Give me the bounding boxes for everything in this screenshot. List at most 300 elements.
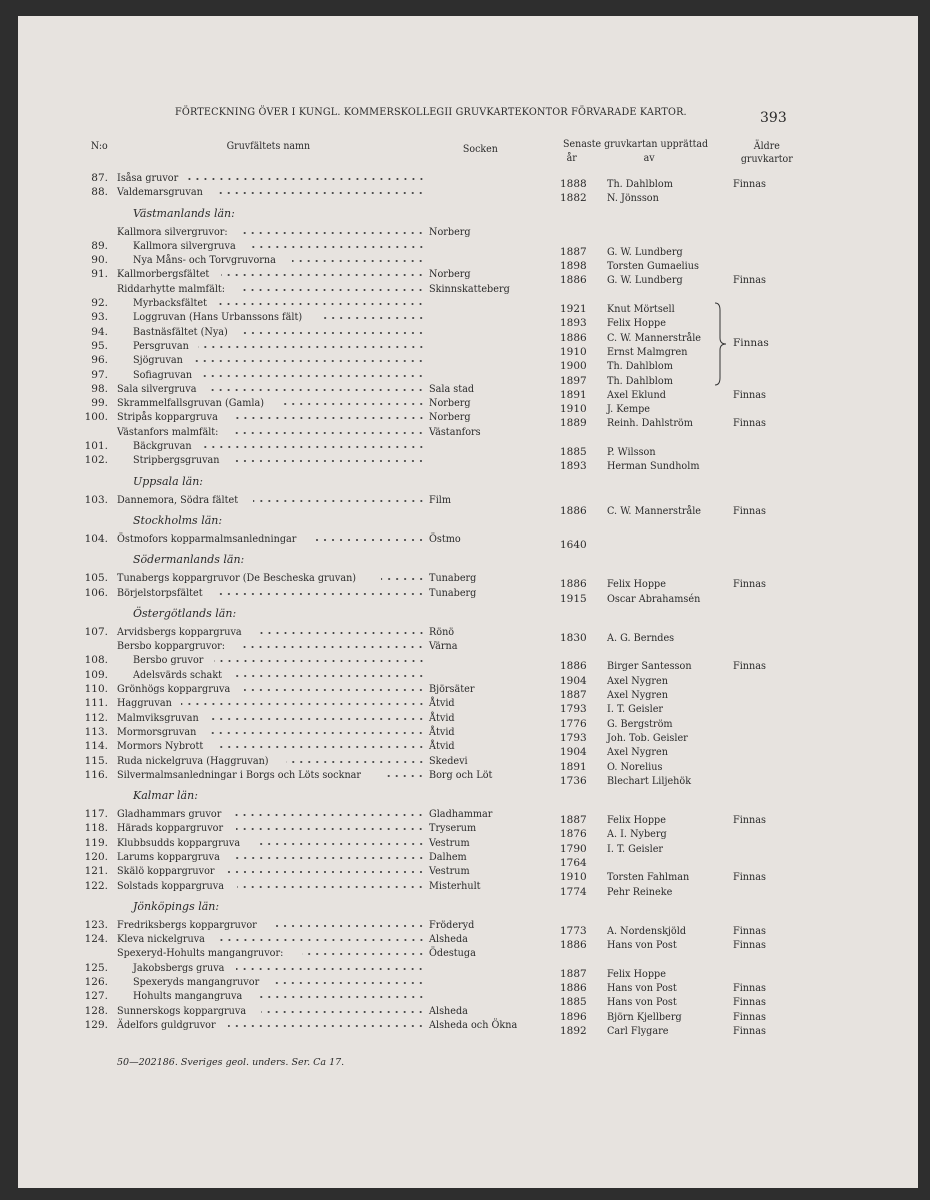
leader-dots: [316, 532, 425, 542]
leader-dots: [207, 725, 425, 735]
mine-name: Bäckgruvan: [133, 440, 192, 453]
surveyor: Joh. Tob. Geisler: [607, 731, 688, 744]
table-row: [0, 850, 930, 869]
surveyor: I. T. Geisler: [607, 842, 664, 855]
leader-dots: [240, 325, 425, 335]
row-number: 127.: [84, 990, 108, 1003]
mine-name-cell: [133, 668, 425, 682]
parish: Åtvid: [429, 725, 455, 738]
table-row: [0, 532, 930, 551]
map-year: 1885: [560, 446, 587, 459]
map-year: 1898: [560, 260, 587, 273]
row-number: 87.: [91, 172, 108, 184]
parish: Åtvid: [429, 697, 455, 710]
row-number: 120.: [84, 850, 108, 863]
section-heading: [0, 893, 930, 918]
parish: Skedevi: [429, 754, 468, 767]
parish: Västanfors: [429, 425, 481, 438]
row-number: 108.: [84, 654, 108, 667]
mine-name-cell: [133, 339, 425, 353]
row-number: 121.: [84, 865, 108, 878]
older-maps: Finnas: [733, 178, 766, 190]
surveyor: Axel Nygren: [607, 746, 668, 759]
leader-dots: [227, 864, 425, 874]
map-year: 1886: [560, 578, 587, 591]
row-number: 116.: [84, 768, 108, 781]
table-row: [0, 493, 930, 517]
section-heading-text: Kalmar län:: [133, 789, 198, 803]
leader-dots: [214, 653, 426, 663]
map-year: 1921: [560, 303, 587, 316]
map-year: 1640: [560, 538, 587, 551]
mine-list: [0, 171, 930, 1037]
table-row: [0, 1004, 930, 1023]
table-row: [0, 725, 930, 744]
mine-name-cell: [133, 239, 425, 253]
map-year: 1886: [560, 331, 587, 344]
mine-name: Nya Måns- och Torvgruvorna: [133, 254, 276, 267]
surveyor: G. Bergström: [607, 717, 673, 730]
table-row: [0, 453, 930, 473]
mine-name: Stripås koppargruva: [117, 411, 218, 424]
mine-name: Bersbo koppargruvor:: [117, 640, 226, 653]
map-year: 1886: [560, 274, 587, 287]
row-number: 96.: [91, 354, 108, 367]
map-year: 1887: [560, 814, 587, 827]
mine-name: Isåsa gruvor: [117, 172, 179, 184]
mine-name: Sunnerskogs koppargruva: [117, 1004, 247, 1017]
mine-name: Loggruvan (Hans Urbanssons fält): [133, 311, 303, 324]
table-row: [0, 282, 930, 296]
parish: Dalhem: [429, 850, 467, 863]
surveyor: C. W. Mannerstråle: [607, 331, 702, 344]
mine-name: Dannemora, Södra fältet: [117, 493, 239, 506]
map-year: 1896: [560, 1010, 587, 1023]
surveyor: Axel Nygren: [607, 674, 668, 687]
section-heading: [0, 782, 930, 807]
leader-dots: [188, 171, 425, 181]
section-heading-text: Västmanlands län:: [133, 206, 235, 220]
mine-name: Ruda nickelgruva (Haggruvan): [117, 754, 269, 767]
older-maps: Finnas: [733, 417, 766, 430]
map-year: 1904: [560, 674, 587, 687]
surveyor: C. W. Mannerstråle: [607, 504, 702, 517]
mine-name: Kallmora silvergruva: [133, 239, 236, 252]
row-number: 123.: [84, 918, 108, 931]
footer-note: 50—202186. Sveriges geol. unders. Ser. Ca 17.: [117, 1057, 345, 1068]
older-maps: Finnas: [733, 1024, 766, 1037]
mine-name: Stripbergsgruvan: [133, 454, 220, 467]
mine-name-cell: [117, 682, 425, 696]
row-number: 92.: [91, 297, 108, 310]
mine-name: Persgruvan: [133, 339, 189, 352]
mine-name: Spexeryds mangangruvor: [133, 976, 260, 989]
mine-name-cell: [117, 725, 425, 739]
row-number: 101.: [84, 440, 108, 453]
table-row: [0, 625, 930, 644]
row-number: 118.: [84, 822, 108, 835]
mine-name: Haggruvan: [117, 697, 172, 710]
map-year: 1736: [560, 774, 587, 787]
mine-name: Arvidsbergs koppargruva: [117, 625, 242, 638]
surveyor: Hans von Post: [607, 982, 677, 995]
surveyor: Torsten Gumaelius: [607, 260, 699, 273]
leader-dots: [237, 879, 425, 889]
table-row: [0, 768, 930, 787]
map-year: 1773: [560, 924, 587, 937]
older-maps: Finnas: [733, 1010, 766, 1023]
surveyor: Knut Mörtsell: [607, 303, 675, 316]
table-row: [0, 696, 930, 716]
table-row: [0, 239, 930, 258]
parish: Alsheda och Ökna: [429, 1018, 518, 1031]
col-header-senaste: Senaste gruvkartan upprättad: [563, 138, 709, 150]
mine-name-cell: [117, 836, 425, 850]
surveyor: P. Wilsson: [607, 446, 656, 459]
surveyor: N. Jönsson: [607, 192, 659, 205]
mine-name: Sala silvergruva: [117, 382, 197, 395]
row-number: 105.: [84, 572, 108, 585]
mine-name: Jakobsbergs gruva: [133, 961, 225, 974]
mine-name-cell: [133, 368, 425, 382]
leader-dots: [201, 368, 425, 378]
mine-name: Klubbsudds koppargruva: [117, 836, 241, 849]
older-maps: Finnas: [733, 871, 766, 884]
mine-name-cell: [117, 821, 425, 835]
row-number: 91.: [91, 268, 108, 281]
mine-name-cell: [117, 932, 425, 946]
mine-name-cell: [117, 754, 425, 768]
leader-dots: [281, 396, 425, 406]
leader-dots: [255, 836, 425, 846]
leader-dots: [217, 296, 425, 306]
surveyor: A. Nordenskjöld: [607, 924, 687, 937]
leader-dots: [214, 185, 425, 195]
older-maps: Finnas: [733, 996, 766, 1009]
leader-dots: [257, 625, 425, 635]
older-maps: Finnas: [733, 274, 766, 287]
mine-name-cell: [117, 946, 425, 960]
row-number: 106.: [84, 586, 108, 599]
surveyor: Herman Sundholm: [607, 460, 700, 473]
table-row: [0, 1018, 930, 1037]
mine-name-cell: [117, 1004, 425, 1018]
older-maps: Finnas: [733, 924, 766, 937]
mine-name: Valdemarsgruvan: [117, 186, 203, 199]
mine-name-cell: [117, 1018, 425, 1032]
surveyor: Hans von Post: [607, 996, 677, 1009]
map-year: 1774: [560, 885, 587, 898]
leader-dots: [321, 310, 425, 320]
map-year: 1893: [560, 460, 587, 473]
mine-name-cell: [117, 171, 425, 185]
surveyor: Reinh. Dahlström: [607, 417, 693, 430]
mine-name: Silvermalmsanledningar i Borgs och Löts socknar: [117, 768, 362, 781]
table-row: [0, 382, 930, 401]
section-heading-text: Stockholms län:: [133, 513, 223, 527]
mine-name-cell: [117, 493, 425, 507]
mine-name: Bersbo gruvor: [133, 654, 204, 667]
map-year: 1893: [560, 317, 587, 330]
section-heading: [0, 600, 930, 625]
leader-dots: [244, 682, 425, 692]
older-maps-group: Finnas: [733, 337, 769, 350]
mine-name: Gladhammars gruvor: [117, 808, 222, 821]
leader-dots: [201, 439, 425, 449]
map-year: 1887: [560, 245, 587, 258]
map-year: 1915: [560, 592, 587, 605]
row-number: 128.: [84, 1004, 108, 1017]
leader-dots: [234, 807, 425, 817]
map-year: 1910: [560, 345, 587, 358]
leader-dots: [231, 425, 425, 435]
mine-name-cell: [117, 850, 425, 864]
parish: Borg och Löt: [429, 768, 493, 781]
older-maps: Finnas: [733, 982, 766, 995]
col-header-aldre-line2: gruvkartor: [740, 153, 793, 165]
mine-name-cell: [117, 532, 425, 546]
row-number: 100.: [84, 411, 108, 424]
surveyor: Ernst Malmgren: [607, 345, 688, 358]
surveyor: Carl Flygare: [607, 1024, 669, 1037]
section-heading-text: Uppsala län:: [133, 474, 203, 488]
table-row: [0, 171, 930, 190]
col-header-no: N:o: [90, 140, 108, 152]
table-row: [0, 339, 930, 358]
col-header-socken: Socken: [462, 143, 498, 155]
parish: Värna: [429, 640, 458, 653]
leader-dots: [274, 975, 425, 985]
section-heading: [0, 546, 930, 571]
mine-name-cell: [117, 918, 425, 932]
parish: Film: [429, 493, 452, 506]
surveyor: J. Kempe: [607, 403, 651, 416]
table-row: [0, 864, 930, 884]
page-number: 393: [760, 110, 787, 126]
parish: Vestrum: [429, 836, 470, 849]
table-row: [0, 836, 930, 855]
surveyor: Oscar Abrahamsén: [607, 592, 701, 605]
row-number: 107.: [84, 625, 108, 638]
row-number: 113.: [84, 725, 108, 738]
map-year: 1889: [560, 417, 587, 430]
surveyor: A. G. Berndes: [607, 631, 675, 644]
surveyor: O. Norelius: [607, 760, 663, 773]
mine-name: Östmofors kopparmalmsanledningar: [117, 532, 297, 545]
table-row: [0, 653, 930, 673]
leader-dots: [214, 586, 425, 596]
mine-name-cell: [133, 439, 425, 453]
surveyor: G. W. Lundberg: [607, 274, 683, 287]
mine-name-cell: [133, 975, 425, 989]
mine-name-cell: [117, 739, 425, 753]
mine-name: Härads koppargruvor: [117, 822, 224, 835]
parish: Fröderyd: [429, 918, 475, 931]
leader-dots: [210, 711, 425, 721]
leader-dots: [292, 253, 425, 263]
section-heading: [0, 468, 930, 493]
mine-name-cell: [133, 325, 425, 339]
mine-name-cell: [133, 310, 425, 324]
parish: Rönö: [429, 625, 455, 638]
row-number: 112.: [84, 711, 108, 724]
leader-dots: [256, 989, 425, 999]
row-number: 93.: [91, 311, 108, 324]
surveyor: Pehr Reineke: [607, 885, 673, 898]
leader-dots: [198, 339, 425, 349]
map-year: 1910: [560, 403, 587, 416]
row-number: 94.: [91, 325, 108, 338]
mine-name-cell: [117, 425, 425, 439]
parish: Norberg: [429, 411, 471, 424]
row-number: 88.: [91, 186, 108, 199]
row-number: 117.: [84, 808, 108, 821]
row-number: 126.: [84, 976, 108, 989]
table-row: [0, 807, 930, 827]
older-maps: Finnas: [733, 939, 766, 952]
mine-name-cell: [117, 711, 425, 725]
map-year: 1910: [560, 871, 587, 884]
mine-name: Bastnäsfältet (Nya): [133, 325, 228, 338]
map-year: 1886: [560, 504, 587, 517]
mine-name-cell: [117, 267, 425, 281]
table-row: [0, 711, 930, 730]
mine-name: Spexeryd-Hohults mangangruvor:: [117, 947, 284, 960]
mine-name: Ädelfors guldgruvor: [117, 1018, 216, 1031]
leader-dots: [207, 382, 425, 392]
mine-name: Riddarhytte malmfält:: [117, 282, 226, 295]
mine-name-cell: [133, 253, 425, 267]
leader-dots: [231, 410, 425, 420]
mine-name-cell: [117, 382, 425, 396]
parish: Björsäter: [429, 683, 475, 696]
row-number: 102.: [84, 454, 108, 467]
row-number: 98.: [91, 382, 108, 395]
table-row: [0, 961, 930, 980]
leader-dots: [286, 754, 425, 764]
table-row: [0, 310, 930, 330]
mine-name-cell: [117, 864, 425, 878]
leader-dots: [231, 453, 425, 463]
mine-name: Kallmora silvergruvor:: [117, 225, 228, 238]
mine-name: Hohults mangangruva: [133, 990, 243, 1003]
parish: Sala stad: [429, 382, 475, 395]
table-row: [0, 225, 930, 239]
surveyor: Felix Hoppe: [607, 967, 666, 980]
mine-name-cell: [117, 571, 425, 585]
surveyor: Felix Hoppe: [607, 317, 666, 330]
table-row: [0, 267, 930, 287]
mine-name-cell: [117, 185, 425, 199]
row-number: 95.: [91, 339, 108, 352]
leader-dots: [215, 739, 425, 749]
leader-dots: [241, 225, 425, 235]
mine-name-cell: [117, 879, 425, 893]
parish: Alsheda: [429, 1004, 468, 1017]
mine-name-cell: [117, 696, 425, 710]
table-row: [0, 821, 930, 841]
mine-name: Skrammelfallsgruvan (Gamla): [117, 397, 265, 410]
col-header-ar: år: [566, 152, 577, 164]
map-year: 1886: [560, 660, 587, 673]
map-year: 1882: [560, 192, 587, 205]
older-maps: Finnas: [733, 388, 766, 401]
leader-dots: [228, 1018, 425, 1028]
mine-name: Sofiagruvan: [133, 368, 193, 381]
map-year: 1793: [560, 703, 587, 716]
mine-name: Larums koppargruva: [117, 850, 220, 863]
table-row: [0, 439, 930, 459]
page-header-title: FÖRTECKNING ÖVER I KUNGL. KOMMERSKOLLEGII GRUVKARTEKONTOR FÖRVARADE KARTOR.: [175, 106, 687, 118]
map-year: 1904: [560, 746, 587, 759]
section-heading-text: Östergötlands län:: [133, 606, 237, 620]
mine-name: Västanfors malmfält:: [117, 425, 219, 438]
table-row: [0, 946, 930, 960]
section-heading-text: Jönköpings län:: [133, 899, 220, 913]
mine-name-cell: [117, 410, 425, 424]
parish: Tunaberg: [429, 586, 477, 599]
table-row: [0, 425, 930, 439]
mine-name: Börjelstorpsfältet: [117, 586, 203, 599]
leader-dots: [249, 239, 425, 249]
surveyor: Axel Nygren: [607, 689, 668, 702]
parish: Alsheda: [429, 933, 468, 946]
leader-dots: [236, 961, 425, 971]
parish: Tryserum: [429, 822, 477, 835]
col-header-av: av: [643, 152, 655, 164]
mine-name: Kleva nickelgruva: [117, 933, 205, 946]
parish: Norberg: [429, 397, 471, 410]
parish: Vestrum: [429, 865, 470, 878]
leader-dots: [234, 668, 425, 678]
surveyor: Torsten Fahlman: [607, 871, 690, 884]
surveyor: Hans von Post: [607, 939, 677, 952]
mine-name: Kallmorbergsfältet: [117, 268, 210, 281]
mine-name-cell: [117, 807, 425, 821]
table-row: [0, 185, 930, 205]
parish: Norberg: [429, 268, 471, 281]
mine-name-cell: [133, 453, 425, 467]
row-number: 110.: [84, 683, 108, 696]
row-number: 97.: [91, 368, 108, 381]
table-row: [0, 668, 930, 687]
table-row: [0, 396, 930, 416]
mine-name: Adelsvärds schakt: [133, 668, 223, 681]
table-row: [0, 368, 930, 387]
section-heading: [0, 200, 930, 225]
leader-dots: [217, 932, 425, 942]
surveyor: G. W. Lundberg: [607, 245, 683, 258]
map-year: 1886: [560, 982, 587, 995]
leader-dots: [253, 493, 425, 503]
leader-dots: [261, 1004, 425, 1014]
leader-dots: [238, 639, 425, 649]
mine-name: Mormors Nybrott: [117, 740, 204, 753]
surveyor: Björn Kjellberg: [607, 1010, 682, 1023]
row-number: 114.: [84, 740, 108, 753]
map-year: 1887: [560, 967, 587, 980]
surveyor: Birger Santesson: [607, 660, 692, 673]
parish: Åtvid: [429, 740, 455, 753]
table-row: [0, 754, 930, 773]
map-year: 1876: [560, 828, 587, 841]
leader-dots: [221, 267, 425, 277]
surveyor: Th. Dahlblom: [607, 178, 673, 190]
row-number: 89.: [91, 239, 108, 252]
mine-name-cell: [117, 225, 425, 239]
row-number: 111.: [84, 697, 108, 710]
mine-name-cell: [117, 396, 425, 410]
